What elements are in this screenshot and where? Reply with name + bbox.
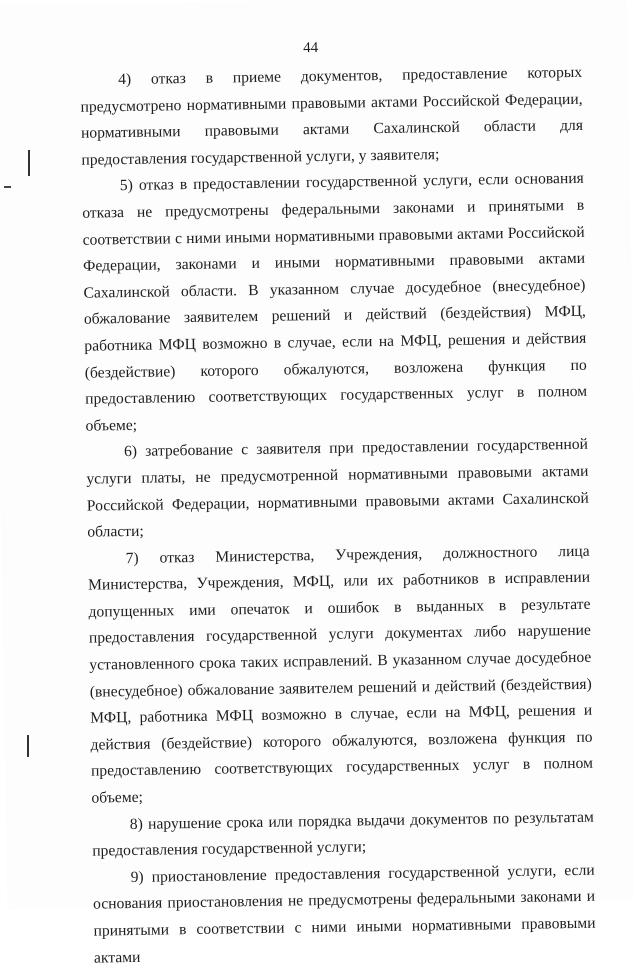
- list-item-6: 6) затребование с заявителя при предоставлении государственной услуги платы, не предусмотренной нормативными правовыми актами Российской Федерации, нормативными правовыми актами Сахалинской области;: [86, 436, 589, 541]
- list-item-7: 7) отказ Министерства, Учреждения, должностного лица Министерства, Учреждения, МФЦ, или их работников в исправлении допущенных ими опечаток и ошибок в выданных в результате предоставления государственной услуги документах либо нарушение установленного срока таких исправлений. В указанном случае досудебное (внесудебное) обжалование заявителем решений и действий (бездействия) МФЦ, работника МФЦ возможно в случае, если на МФЦ, решения и действия (бездействие) которого обжалуются, возложена функция по предоставлению соответствующих государственных услуг в полном объеме;: [87, 542, 594, 807]
- page-number: 44: [303, 39, 319, 57]
- list-item-8: 8) нарушение срока или порядка выдачи документов по результатам предоставления государственной услуги;: [92, 808, 594, 860]
- list-item-4: 4) отказ в приеме документов, предоставление которых предусмотрено нормативными правовыми актами Российской Федерации, нормативными правовыми актами Сахалинской области для предоставления государственной услуги, у заявителя;: [80, 63, 584, 169]
- document-body: [80, 60, 596, 972]
- scan-margin-mark: [27, 735, 29, 757]
- scan-margin-mark: [28, 150, 30, 176]
- list-item-9: 9) приостановление предоставления государственной услуги, если основания приостановления не предусмотрены федеральными законами и принятыми в соответствии с ними иными нормативными правовыми актами: [92, 861, 596, 967]
- scan-margin-dash: [4, 186, 11, 188]
- list-item-5: 5) отказ в предоставлении государственной услуги, если основания отказа не предусмотрены федеральными законами и принятыми в соответствии с ними иными нормативными правовыми актами Российской Федерации, законами и иными нормативными правовыми актами Сахалинской области. В указанном случае досудебное (внесудебное) обжалование заявителем решений и действий (бездействия) МФЦ, работника МФЦ возможно в случае, если на МФЦ, решения и действия (бездействие) которого обжалуются, возложена функция по предоставлению соответствующих государственных услуг в полном объеме;: [82, 170, 588, 435]
